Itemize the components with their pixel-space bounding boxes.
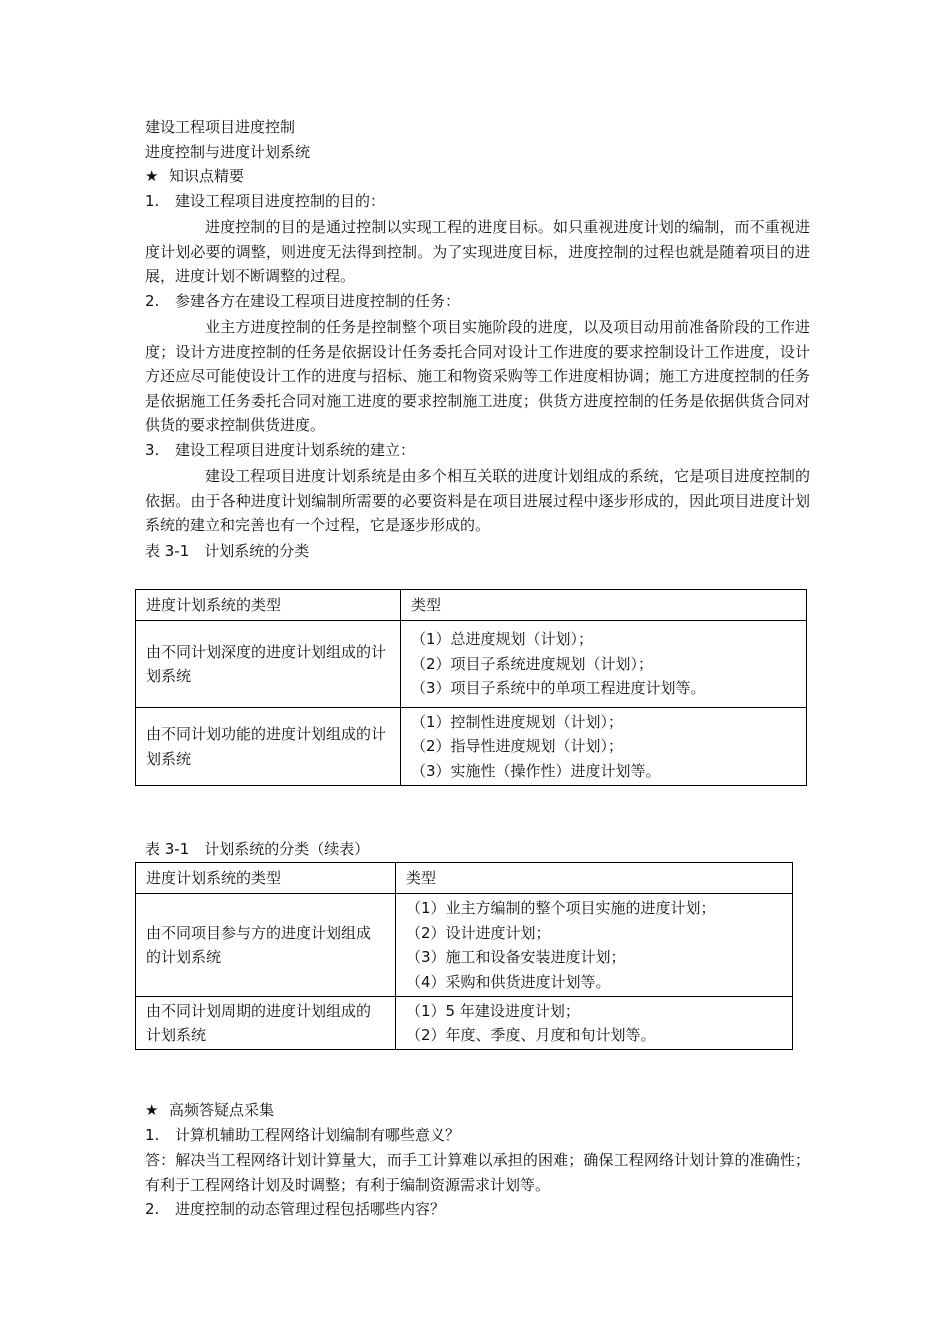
type-item: （2）指导性进度规划（计划）； [411,737,624,756]
table-cell-category: 由不同计划深度的进度计划组成的计划系统 [136,621,401,708]
table-cell-types [396,894,793,997]
column-header: 进度计划系统的类型 [136,590,401,621]
table-header-row [136,863,793,894]
type-item: （3）施工和设备安装进度计划； [406,948,626,966]
item-heading-text: 建设工程项目进度计划系统的建立： [175,441,416,459]
faq-section-label: 高频答疑点采集 [169,1101,275,1119]
type-item: （2）年度、季度、月度和旬计划等。 [406,1026,656,1044]
item-heading [145,189,385,213]
table-row [136,621,807,708]
type-item: （3）实施性（操作性）进度计划等。 [411,761,661,780]
table-header-row [136,590,807,621]
knowledge-section-heading [145,164,244,188]
table-cell-category: 由不同计划周期的进度计划组成的计划系统 [136,997,396,1050]
section-title: 进度控制与进度计划系统 [145,143,311,161]
type-item: （1）总进度规划（计划）； [411,630,594,649]
table-row [136,894,793,997]
item-heading [145,289,460,313]
table-row [136,708,807,786]
item-number: 3. [145,441,160,459]
knowledge-section-label: 知识点精要 [169,167,245,185]
type-item: （2）项目子系统进度规划（计划）； [411,654,654,673]
type-item: （1）5 年建设进度计划； [406,1001,580,1020]
type-item: （3）项目子系统中的单项工程进度计划等。 [411,679,706,698]
faq-number: 1. [145,1126,160,1144]
column-header: 进度计划系统的类型 [136,863,396,894]
classification-table-continued [135,862,793,1050]
type-item: （2）设计进度计划； [406,923,551,942]
classification-table [135,589,807,786]
faq-question [145,1123,460,1147]
faq-question-text: 进度控制的动态管理过程包括哪些内容？ [175,1200,446,1218]
star-icon: ★ [145,1101,159,1119]
faq-number: 2. [145,1200,160,1218]
item-paragraph: 进度控制的目的是通过控制以实现工程的进度目标。如只重视进度计划的编制，而不重视进度计划必要的调整，则进度无法得到控制。为了实现进度目标，进度控制的过程也就是随着项目的进展，进度计划不断调整的过程。 [145,218,810,286]
faq-question-text: 计算机辅助工程网络计划编制有哪些意义？ [175,1126,461,1144]
item-heading [145,438,415,462]
item-paragraph: 建设工程项目进度计划系统是由多个相互关联的进度计划组成的系统，它是项目进度控制的依据。由于各种进度计划编制所需要的必要资料是在项目进展过程中逐步形成的，因此项目进度计划系统的建立和完善也有一个过程，它是逐步形成的。 [145,467,810,535]
table-row [136,997,793,1050]
table-cell-types [396,997,793,1050]
table-caption: 表 3-1 计划系统的分类（续表） [145,840,370,858]
faq-section-heading [145,1098,274,1122]
type-item: （4）采购和供货进度计划等。 [406,972,611,991]
star-icon: ★ [145,167,159,185]
column-header: 类型 [401,590,807,621]
document-title: 建设工程项目进度控制 [145,118,296,136]
faq-answer: 答：解决当工程网络计划计算量大，而手工计算难以承担的困难；确保工程网络计划计算的准确性；有利于工程网络计划及时调整；有利于编制资源需求计划等。 [145,1151,810,1194]
table-caption: 表 3-1 计划系统的分类 [145,542,310,560]
type-item: （1）业主方编制的整个项目实施的进度计划； [406,899,716,917]
table-cell-category: 由不同计划功能的进度计划组成的计划系统 [136,708,401,786]
item-number: 2. [145,292,160,310]
item-heading-text: 建设工程项目进度控制的目的： [175,192,386,210]
table-cell-types [401,708,807,786]
item-heading-text: 参建各方在建设工程项目进度控制的任务： [175,292,461,310]
column-header: 类型 [396,863,793,894]
item-number: 1. [145,192,160,210]
item-paragraph: 业主方进度控制的任务是控制整个项目实施阶段的进度，以及项目动用前准备阶段的工作进度；设计方进度控制的任务是依据设计任务委托合同对设计工作进度的要求控制设计工作进度，设计方还应尽可能使设计工作的进度与招标、施工和物资采购等工作进度相协调；施工方进度控制的任务是依据施工任务委托合同对施工进度的要求控制施工进度；供货方进度控制的任务是依据供货合同对供货的要求控制供货进度。 [145,318,810,435]
table-cell-types [401,621,807,708]
type-item: （1）控制性进度规划（计划）； [411,712,624,731]
table-cell-category: 由不同项目参与方的进度计划组成的计划系统 [136,894,396,997]
faq-question [145,1197,445,1221]
